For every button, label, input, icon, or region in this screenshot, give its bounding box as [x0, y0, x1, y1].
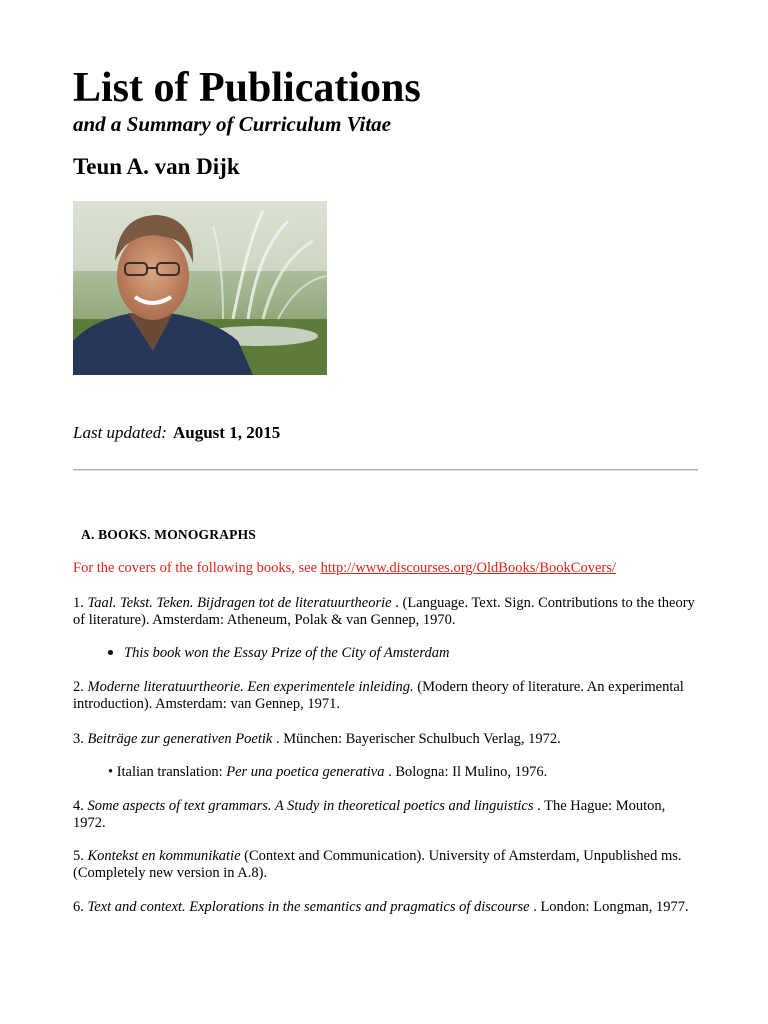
translation-details: . Bologna: Il Mulino, 1976.: [384, 764, 548, 780]
translation-prefix: Italian translation:: [116, 764, 227, 780]
bullet-icon: [108, 650, 113, 655]
publication-entry-5: [73, 848, 698, 882]
section-heading: A. BOOKS. MONOGRAPHS: [81, 527, 257, 542]
prize-note: [108, 645, 449, 662]
last-updated: [73, 421, 280, 445]
translation-note: [108, 764, 547, 781]
publication-entry-6: [73, 899, 698, 916]
entry-number: 1.: [73, 595, 88, 611]
cover-note-text: For the covers of the following books, see: [73, 560, 321, 576]
page-subtitle: and a Summary of Curriculum Vitae: [73, 112, 391, 136]
entry-number: 4.: [73, 798, 88, 814]
entry-number: 2.: [73, 679, 88, 695]
entry-details: (Context and Communication). University of Amsterdam, Unpublished ms. (Completely new version in A.8).: [73, 848, 682, 881]
entry-details: . München: Bayerischer Schulbuch Verlag, 1972.: [272, 731, 561, 747]
entry-title: Some aspects of text grammars. A Study in theoretical poetics and linguistics: [87, 798, 534, 814]
entry-number: 6.: [73, 899, 88, 915]
translation-title: Per una poetica generativa: [226, 764, 385, 780]
entry-title: Text and context. Explorations in the semantics and pragmatics of discourse: [87, 899, 530, 915]
entry-number: 3.: [73, 731, 88, 747]
entry-details: . The Hague: Mouton, 1972.: [73, 798, 666, 831]
publication-entry-1: [73, 595, 698, 629]
page-title: List of Publications: [73, 65, 421, 111]
publication-entry-3: [73, 731, 698, 748]
cover-link[interactable]: http://www.discourses.org/OldBooks/BookCovers/: [320, 560, 616, 576]
author-photo: [73, 201, 327, 375]
last-updated-label: Last updated:: [73, 423, 167, 442]
prize-note-text: This book won the Essay Prize of the City of Amsterdam: [124, 645, 450, 661]
publication-entry-2: [73, 679, 698, 713]
author-name: Teun A. van Dijk: [73, 154, 240, 179]
entry-title: Moderne literatuurtheorie. Een experimentele inleiding.: [87, 679, 414, 695]
entry-title: Kontekst en kommunikatie: [87, 848, 241, 864]
entry-title: Beiträge zur generativen Poetik: [87, 731, 273, 747]
entry-title: Taal. Tekst. Teken. Bijdragen tot de literatuurtheorie: [87, 595, 392, 611]
cover-note: [73, 559, 616, 577]
entry-details: . (Language. Text. Sign. Contributions to the theory of literature). Amsterdam: Atheneum, Polak & van Gennep, 1970.: [73, 595, 695, 628]
last-updated-date: August 1, 2015: [172, 423, 281, 442]
entry-details: (Modern theory of literature. An experimental introduction). Amsterdam: van Gennep, 1971.: [73, 679, 684, 712]
entry-number: 5.: [73, 848, 88, 864]
bullet-icon: •: [108, 764, 117, 780]
publication-entry-4: [73, 798, 698, 832]
entry-details: . London: Longman, 1977.: [529, 899, 689, 915]
horizontal-divider: [73, 469, 698, 471]
